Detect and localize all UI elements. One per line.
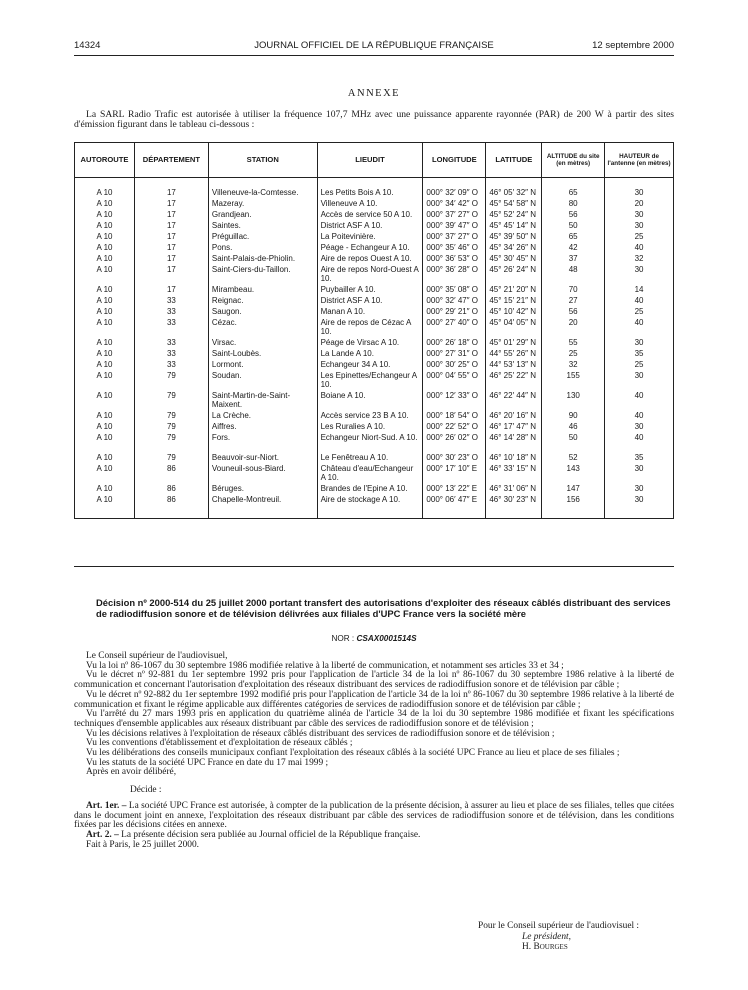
- table-cell-lieudit: Accès service 23 B A 10.: [317, 411, 423, 422]
- signature-line-2: Le président,: [522, 931, 571, 942]
- table-cell-lieudit: Villeneuve A 10.: [317, 199, 423, 210]
- table-cell-station: Vouneuil-sous-Biard.: [208, 464, 317, 484]
- table-cell-station: La Crèche.: [208, 411, 317, 422]
- table-cell-lon: 000° 36′ 53″ O: [423, 254, 486, 265]
- table-cell: [605, 506, 674, 519]
- table-cell-alt: 56: [542, 210, 605, 221]
- table-cell-lon: 000° 32′ 47″ O: [423, 296, 486, 307]
- signature-line-1: Pour le Conseil supérieur de l'audiovisuel :: [478, 921, 640, 931]
- paragraph: Le Conseil supérieur de l'audiovisuel,: [86, 651, 228, 661]
- table-row: [75, 464, 674, 484]
- paragraph: Vu le décret nº 92-882 du 1er septembre 1992 modifié pris pour l'application de l'article 34 de la loi nº 86-1067 du 30 septembre 1986 relative à la liberté de communication et fixant le régime applicable aux différentes catégories de services de radiodiffusion sonore et de télévision par câble ;: [74, 689, 674, 710]
- paragraph: Vu le décret nº 92-881 du 1er septembre 1992 pris pour l'application de l'article 34 de la loi nº 86-1067 du 30 septembre 1986 relative à la liberté de communication et concernant l'autorisation d'exploitation des réseaux distribuant des services de radiodiffusion sonore et de télévision par câble ;: [74, 670, 674, 691]
- table-cell-dep: 17: [134, 254, 208, 265]
- table-cell-lat: 45° 15′ 21″ N: [486, 296, 542, 307]
- table-row: [75, 318, 674, 338]
- table-cell-haut: 30: [605, 210, 674, 221]
- table-cell-alt: 32: [542, 360, 605, 371]
- table-cell-dep: 86: [134, 464, 208, 484]
- table-cell-station: Mirambeau.: [208, 285, 317, 296]
- table-cell-lon: 000° 37′ 27″ O: [423, 210, 486, 221]
- table-cell-haut: 30: [605, 188, 674, 199]
- table-cell-lat: 46° 20′ 16″ N: [486, 411, 542, 422]
- table-cell-alt: 46: [542, 422, 605, 433]
- table-cell-haut: 30: [605, 422, 674, 433]
- table-cell-alt: 155: [542, 371, 605, 391]
- table-cell-dep: 17: [134, 265, 208, 285]
- table-cell-alt: 65: [542, 232, 605, 243]
- table-cell-lat: 45° 45′ 14″ N: [486, 221, 542, 232]
- table-cell-lat: 46° 33′ 15″ N: [486, 464, 542, 484]
- nor-value: CSAX0001514S: [356, 634, 417, 643]
- table-cell-autoroute: A 10: [75, 232, 135, 243]
- article-1: [74, 802, 674, 831]
- table-cell-lieudit: District ASF A 10.: [317, 296, 423, 307]
- table-cell: [75, 506, 135, 519]
- table-cell-lieudit: Château d'eau/Echangeur A 10.: [317, 464, 423, 484]
- col-header: LIEUDIT: [317, 143, 423, 178]
- table-cell-lon: 000° 06′ 47″ E: [423, 495, 486, 506]
- table-cell-station: Mazeray.: [208, 199, 317, 210]
- table-cell-autoroute: A 10: [75, 338, 135, 349]
- table-cell-haut: 25: [605, 360, 674, 371]
- nor-line: [74, 634, 674, 643]
- table-cell-lat: 44° 53′ 13″ N: [486, 360, 542, 371]
- table-cell-alt: 156: [542, 495, 605, 506]
- table-cell-lon: 000° 29′ 21″ O: [423, 307, 486, 318]
- table-cell-station: Grandjean.: [208, 210, 317, 221]
- table-cell-dep: 17: [134, 199, 208, 210]
- table-cell-autoroute: A 10: [75, 199, 135, 210]
- table-cell-alt: 55: [542, 338, 605, 349]
- table-cell-autoroute: A 10: [75, 422, 135, 433]
- table-cell-lieudit: Les Ruralies A 10.: [317, 422, 423, 433]
- table-row: [75, 360, 674, 371]
- paragraph: Après en avoir délibéré,: [86, 767, 177, 778]
- table-cell-lat: 46° 25′ 22″ N: [486, 371, 542, 391]
- section-rule: [74, 566, 674, 567]
- table-cell-lon: 000° 22′ 52″ O: [423, 422, 486, 433]
- table-bottom-row: [75, 506, 674, 519]
- table-cell-lieudit: Aire de repos Ouest A 10.: [317, 254, 423, 265]
- paragraph: Vu les statuts de la société UPC France en date du 17 mai 1999 ;: [86, 757, 329, 768]
- table-cell-haut: 40: [605, 433, 674, 453]
- table-cell-haut: 30: [605, 495, 674, 506]
- table-header-row: [75, 143, 674, 178]
- table-cell-station: Béruges.: [208, 484, 317, 495]
- table-cell-alt: 48: [542, 265, 605, 285]
- col-header: HAUTEUR de l'antenne (en mètres): [605, 143, 674, 178]
- table-cell-lat: 46° 10′ 18″ N: [486, 453, 542, 464]
- table-cell-lon: 000° 30′ 25″ O: [423, 360, 486, 371]
- table-cell-alt: 80: [542, 199, 605, 210]
- paragraph: Vu les conventions d'établissement et d'exploitation de réseaux câblés ;: [86, 738, 353, 749]
- table-cell-lieudit: Péage - Echangeur A 10.: [317, 243, 423, 254]
- table-row: [75, 338, 674, 349]
- col-header: DÉPARTEMENT: [134, 143, 208, 178]
- table-cell-lon: 000° 27′ 31″ O: [423, 349, 486, 360]
- table-cell-alt: 27: [542, 296, 605, 307]
- table-cell-haut: 40: [605, 411, 674, 422]
- table-cell-lat: 45° 04′ 05″ N: [486, 318, 542, 338]
- table-cell-haut: 40: [605, 243, 674, 254]
- table-cell-autoroute: A 10: [75, 307, 135, 318]
- table-cell: [542, 506, 605, 519]
- table-cell-dep: 17: [134, 221, 208, 232]
- table-cell-haut: 25: [605, 232, 674, 243]
- table-cell-lieudit: Accès de service 50 A 10.: [317, 210, 423, 221]
- nor-label: NOR :: [331, 634, 355, 643]
- table-cell-alt: 130: [542, 391, 605, 411]
- table-cell-station: Cézac.: [208, 318, 317, 338]
- col-header: LATITUDE: [486, 143, 542, 178]
- table-cell-haut: 35: [605, 349, 674, 360]
- table-cell-lat: 45° 54′ 58″ N: [486, 199, 542, 210]
- table-cell-lon: 000° 36′ 28″ O: [423, 265, 486, 285]
- table-cell-station: Pons.: [208, 243, 317, 254]
- table-cell-haut: 20: [605, 199, 674, 210]
- table-cell-alt: 70: [542, 285, 605, 296]
- table-cell-haut: 30: [605, 464, 674, 484]
- table-row: [75, 484, 674, 495]
- table-cell-dep: 79: [134, 433, 208, 453]
- article-1-text: La société UPC France est autorisée, à compter de la publication de la présente décision, à assurer au lieu et place de ses filiales, telles que citées dans le document joint en annexe, l'exploitation des réseaux distribuant par câble des services de radiodiffusion sonore et de télévision, dans les conditions fixées par les décisions citées en annexe.: [74, 800, 675, 831]
- table-cell-station: Soudan.: [208, 371, 317, 391]
- table-cell-station: Aiffres.: [208, 422, 317, 433]
- table-row: [75, 391, 674, 411]
- table-cell-lon: 000° 35′ 46″ O: [423, 243, 486, 254]
- table-row: [75, 453, 674, 464]
- paragraph: Vu les délibérations des conseils municipaux confiant l'exploitation des réseaux câblés à la société UPC France au lieu et place de ses filiales ;: [86, 748, 620, 759]
- article-2-text: La présente décision sera publiée au Journal officiel de la République française.: [121, 829, 421, 840]
- table-cell: [317, 178, 423, 189]
- table-cell-station: Préguillac.: [208, 232, 317, 243]
- decide-line: Décide :: [130, 785, 162, 796]
- table-cell-haut: 40: [605, 391, 674, 411]
- table-cell-lon: 000° 30′ 23″ O: [423, 453, 486, 464]
- table-cell-lieudit: Le Fenêtreau A 10.: [317, 453, 423, 464]
- table-cell-haut: 32: [605, 254, 674, 265]
- table-cell-station: Villeneuve-la-Comtesse.: [208, 188, 317, 199]
- table-cell: [208, 506, 317, 519]
- journal-title: JOURNAL OFFICIEL DE LA RÉPUBLIQUE FRANÇAISE: [254, 40, 494, 51]
- table-cell-dep: 33: [134, 318, 208, 338]
- table-cell-lat: 45° 10′ 42″ N: [486, 307, 542, 318]
- table-row: [75, 296, 674, 307]
- table-cell-autoroute: A 10: [75, 349, 135, 360]
- table-cell: [134, 178, 208, 189]
- table-cell-lat: 45° 01′ 29″ N: [486, 338, 542, 349]
- table-cell-lon: 000° 12′ 33″ O: [423, 391, 486, 411]
- table-cell-dep: 86: [134, 495, 208, 506]
- table-cell-lat: 45° 21′ 20″ N: [486, 285, 542, 296]
- table-row: [75, 371, 674, 391]
- table-cell-dep: 17: [134, 232, 208, 243]
- table-cell-autoroute: A 10: [75, 285, 135, 296]
- table-row: [75, 210, 674, 221]
- table-cell-autoroute: A 10: [75, 360, 135, 371]
- table-cell-dep: 17: [134, 285, 208, 296]
- table-cell-haut: 40: [605, 318, 674, 338]
- table-cell: [75, 178, 135, 189]
- table-cell-station: Virsac.: [208, 338, 317, 349]
- table-cell-lon: 000° 26′ 02″ O: [423, 433, 486, 453]
- table-cell-autoroute: A 10: [75, 243, 135, 254]
- table-cell-station: Chapelle-Montreuil.: [208, 495, 317, 506]
- table-cell: [486, 506, 542, 519]
- table-cell-lon: 000° 34′ 42″ O: [423, 199, 486, 210]
- signature-name: H. Bourges: [522, 942, 568, 952]
- header-rule: [74, 55, 674, 56]
- annexe-intro: La SARL Radio Trafic est autorisée à utiliser la fréquence 107,7 MHz avec une puissance apparente rayonnée (PAR) de 200 W à partir des sites d'émission figurant dans le tableau ci-dessous :: [74, 109, 674, 130]
- table-cell-haut: 40: [605, 296, 674, 307]
- table-cell-dep: 79: [134, 391, 208, 411]
- table-cell-station: Reignac.: [208, 296, 317, 307]
- table-cell-lieudit: Echangeur 34 A 10.: [317, 360, 423, 371]
- paragraph: Vu la loi nº 86-1067 du 30 septembre 1986 modifiée relative à la liberté de communication, et notamment ses articles 33 et 34 ;: [86, 660, 564, 671]
- table-cell-haut: 30: [605, 371, 674, 391]
- table-cell-station: Saint-Palais-de-Phiolin.: [208, 254, 317, 265]
- table-cell: [486, 178, 542, 189]
- table-row: [75, 422, 674, 433]
- table-cell-station: Saugon.: [208, 307, 317, 318]
- article-1-label: Art. 1er. –: [86, 800, 127, 811]
- table-cell-alt: 20: [542, 318, 605, 338]
- table-cell-lon: 000° 27′ 40″ O: [423, 318, 486, 338]
- table-row: [75, 254, 674, 265]
- table-row: [75, 307, 674, 318]
- table-cell-autoroute: A 10: [75, 464, 135, 484]
- table-cell-lat: 46° 30′ 23″ N: [486, 495, 542, 506]
- table-cell: [208, 178, 317, 189]
- table-cell-lon: 000° 18′ 54″ O: [423, 411, 486, 422]
- table-cell-haut: 30: [605, 484, 674, 495]
- table-cell-autoroute: A 10: [75, 318, 135, 338]
- table-cell-lieudit: Boiane A 10.: [317, 391, 423, 411]
- fait-line: Fait à Paris, le 25 juillet 2000.: [86, 839, 200, 850]
- table-cell-lieudit: Aire de stockage A 10.: [317, 495, 423, 506]
- table-cell-lat: 46° 31′ 06″ N: [486, 484, 542, 495]
- table-cell-lat: 45° 26′ 24″ N: [486, 265, 542, 285]
- paragraph: Vu les décisions relatives à l'exploitation de réseaux câblés distribuant des services de radiodiffusion sonore et de télévision ;: [86, 728, 555, 739]
- paragraph: Vu l'arrêté du 27 mars 1993 pris en application du quatrième alinéa de l'article 34 de la loi du 30 septembre 1986 modifiée et fixant les spécifications techniques d'ensemble applicables aux réseaux distribuant par câble des services de radiodiffusion sonore et de télévision ;: [74, 709, 674, 729]
- table-cell-dep: 33: [134, 296, 208, 307]
- table-cell-autoroute: A 10: [75, 411, 135, 422]
- table-cell: [423, 506, 486, 519]
- table-cell-autoroute: A 10: [75, 391, 135, 411]
- table-cell-lieudit: Brandes de l'Epine A 10.: [317, 484, 423, 495]
- table-cell-autoroute: A 10: [75, 221, 135, 232]
- col-header: ALTITUDE du site (en mètres): [542, 143, 605, 178]
- table-cell-haut: 25: [605, 307, 674, 318]
- table-cell-autoroute: A 10: [75, 371, 135, 391]
- table-row: [75, 243, 674, 254]
- table-cell-dep: 79: [134, 422, 208, 433]
- table-cell-autoroute: A 10: [75, 265, 135, 285]
- table-cell-lat: 46° 05′ 32″ N: [486, 188, 542, 199]
- table-cell-station: Beauvoir-sur-Niort.: [208, 453, 317, 464]
- stations-table: [74, 142, 674, 519]
- table-spacer-row: [75, 178, 674, 189]
- table-cell-station: Lormont.: [208, 360, 317, 371]
- table-cell-alt: 42: [542, 243, 605, 254]
- table-cell-alt: 50: [542, 433, 605, 453]
- table-cell-lat: 46° 17′ 47″ N: [486, 422, 542, 433]
- table-cell-station: Saint-Ciers-du-Taillon.: [208, 265, 317, 285]
- table-cell: [134, 506, 208, 519]
- table-cell-lat: 45° 30′ 45″ N: [486, 254, 542, 265]
- page-number: 14324: [74, 40, 101, 51]
- table-cell-station: Saint-Loubès.: [208, 349, 317, 360]
- table-row: [75, 433, 674, 453]
- table-row: [75, 349, 674, 360]
- table-cell-autoroute: A 10: [75, 188, 135, 199]
- table-cell-lieudit: District ASF A 10.: [317, 221, 423, 232]
- table-cell-dep: 79: [134, 453, 208, 464]
- table-cell-lon: 000° 04′ 55″ O: [423, 371, 486, 391]
- table-row: [75, 285, 674, 296]
- table-cell-lon: 000° 35′ 08″ O: [423, 285, 486, 296]
- table-cell: [542, 178, 605, 189]
- table-cell-lat: 46° 22′ 44″ N: [486, 391, 542, 411]
- signature-block: [478, 921, 678, 953]
- table-cell-lieudit: Aire de repos Nord-Ouest A 10.: [317, 265, 423, 285]
- table-cell: [423, 178, 486, 189]
- table-cell-lieudit: La Lande A 10.: [317, 349, 423, 360]
- table-cell-lon: 000° 37′ 27″ O: [423, 232, 486, 243]
- table-row: [75, 411, 674, 422]
- table-cell-dep: 33: [134, 360, 208, 371]
- table-cell-alt: 65: [542, 188, 605, 199]
- table-cell-autoroute: A 10: [75, 495, 135, 506]
- table-cell-autoroute: A 10: [75, 210, 135, 221]
- table-cell-alt: 50: [542, 221, 605, 232]
- table-cell-dep: 17: [134, 210, 208, 221]
- table-cell-alt: 143: [542, 464, 605, 484]
- table-cell-autoroute: A 10: [75, 433, 135, 453]
- table-cell-alt: 25: [542, 349, 605, 360]
- table-cell: [317, 506, 423, 519]
- issue-date: 12 septembre 2000: [592, 40, 674, 51]
- table-cell-lieudit: Péage de Virsac A 10.: [317, 338, 423, 349]
- table-cell-alt: 147: [542, 484, 605, 495]
- table-cell-autoroute: A 10: [75, 254, 135, 265]
- table-cell-lieudit: Manan A 10.: [317, 307, 423, 318]
- table-row: [75, 221, 674, 232]
- table-cell: [605, 178, 674, 189]
- table-cell-lat: 45° 39′ 50″ N: [486, 232, 542, 243]
- table-cell-autoroute: A 10: [75, 453, 135, 464]
- col-header: STATION: [208, 143, 317, 178]
- table-cell-lieudit: Aire de repos de Cézac A 10.: [317, 318, 423, 338]
- table-cell-alt: 56: [542, 307, 605, 318]
- table-cell-lat: 44° 55′ 26″ N: [486, 349, 542, 360]
- table-cell-autoroute: A 10: [75, 484, 135, 495]
- table-row: [75, 232, 674, 243]
- table-row: [75, 188, 674, 199]
- col-header: LONGITUDE: [423, 143, 486, 178]
- table-cell-lat: 45° 52′ 24″ N: [486, 210, 542, 221]
- col-header: AUTOROUTE: [75, 143, 135, 178]
- decision-title: Décision nº 2000-514 du 25 juillet 2000 portant transfert des autorisations d'exploiter des réseaux câblés distribuant des services de radiodiffusion sonore et de télévision délivrées aux filiales d'UPC France vers la société mère: [96, 597, 671, 619]
- table-cell-dep: 33: [134, 338, 208, 349]
- table-cell-dep: 33: [134, 349, 208, 360]
- table-cell-station: Saint-Martin-de-Saint-Maixent.: [208, 391, 317, 411]
- table-cell-haut: 30: [605, 265, 674, 285]
- table-cell-lon: 000° 39′ 47″ O: [423, 221, 486, 232]
- table-cell-station: Fors.: [208, 433, 317, 453]
- table-cell-dep: 79: [134, 371, 208, 391]
- table-cell-lieudit: Les Petits Bois A 10.: [317, 188, 423, 199]
- table-cell-lieudit: Echangeur Niort-Sud. A 10.: [317, 433, 423, 453]
- table-cell-dep: 17: [134, 188, 208, 199]
- table-cell-haut: 14: [605, 285, 674, 296]
- table-row: [75, 265, 674, 285]
- table-cell-dep: 79: [134, 411, 208, 422]
- table-cell-lieudit: Puybailler A 10.: [317, 285, 423, 296]
- table-cell-lat: 46° 14′ 28″ N: [486, 433, 542, 453]
- table-cell-alt: 37: [542, 254, 605, 265]
- table-cell-lon: 000° 13′ 22″ E: [423, 484, 486, 495]
- table-cell-alt: 52: [542, 453, 605, 464]
- table-cell-lon: 000° 26′ 18″ O: [423, 338, 486, 349]
- table-cell-haut: 30: [605, 221, 674, 232]
- table-cell-lieudit: La Poitevinière.: [317, 232, 423, 243]
- table-cell-station: Saintes.: [208, 221, 317, 232]
- annexe-title: ANNEXE: [347, 88, 401, 99]
- table-cell-alt: 90: [542, 411, 605, 422]
- table-row: [75, 199, 674, 210]
- article-2-label: Art. 2. –: [86, 829, 119, 840]
- table-cell-lat: 45° 34′ 26″ N: [486, 243, 542, 254]
- table-row: [75, 495, 674, 506]
- table-cell-dep: 17: [134, 243, 208, 254]
- table-cell-dep: 33: [134, 307, 208, 318]
- table-cell-haut: 35: [605, 453, 674, 464]
- table-cell-autoroute: A 10: [75, 296, 135, 307]
- table-cell-lon: 000° 32′ 09″ O: [423, 188, 486, 199]
- table-cell-lon: 000° 17′ 10″ E: [423, 464, 486, 484]
- table-cell-dep: 86: [134, 484, 208, 495]
- table-cell-lieudit: Les Epinettes/Echangeur A 10.: [317, 371, 423, 391]
- decision-body: [74, 652, 674, 850]
- table-cell-haut: 30: [605, 338, 674, 349]
